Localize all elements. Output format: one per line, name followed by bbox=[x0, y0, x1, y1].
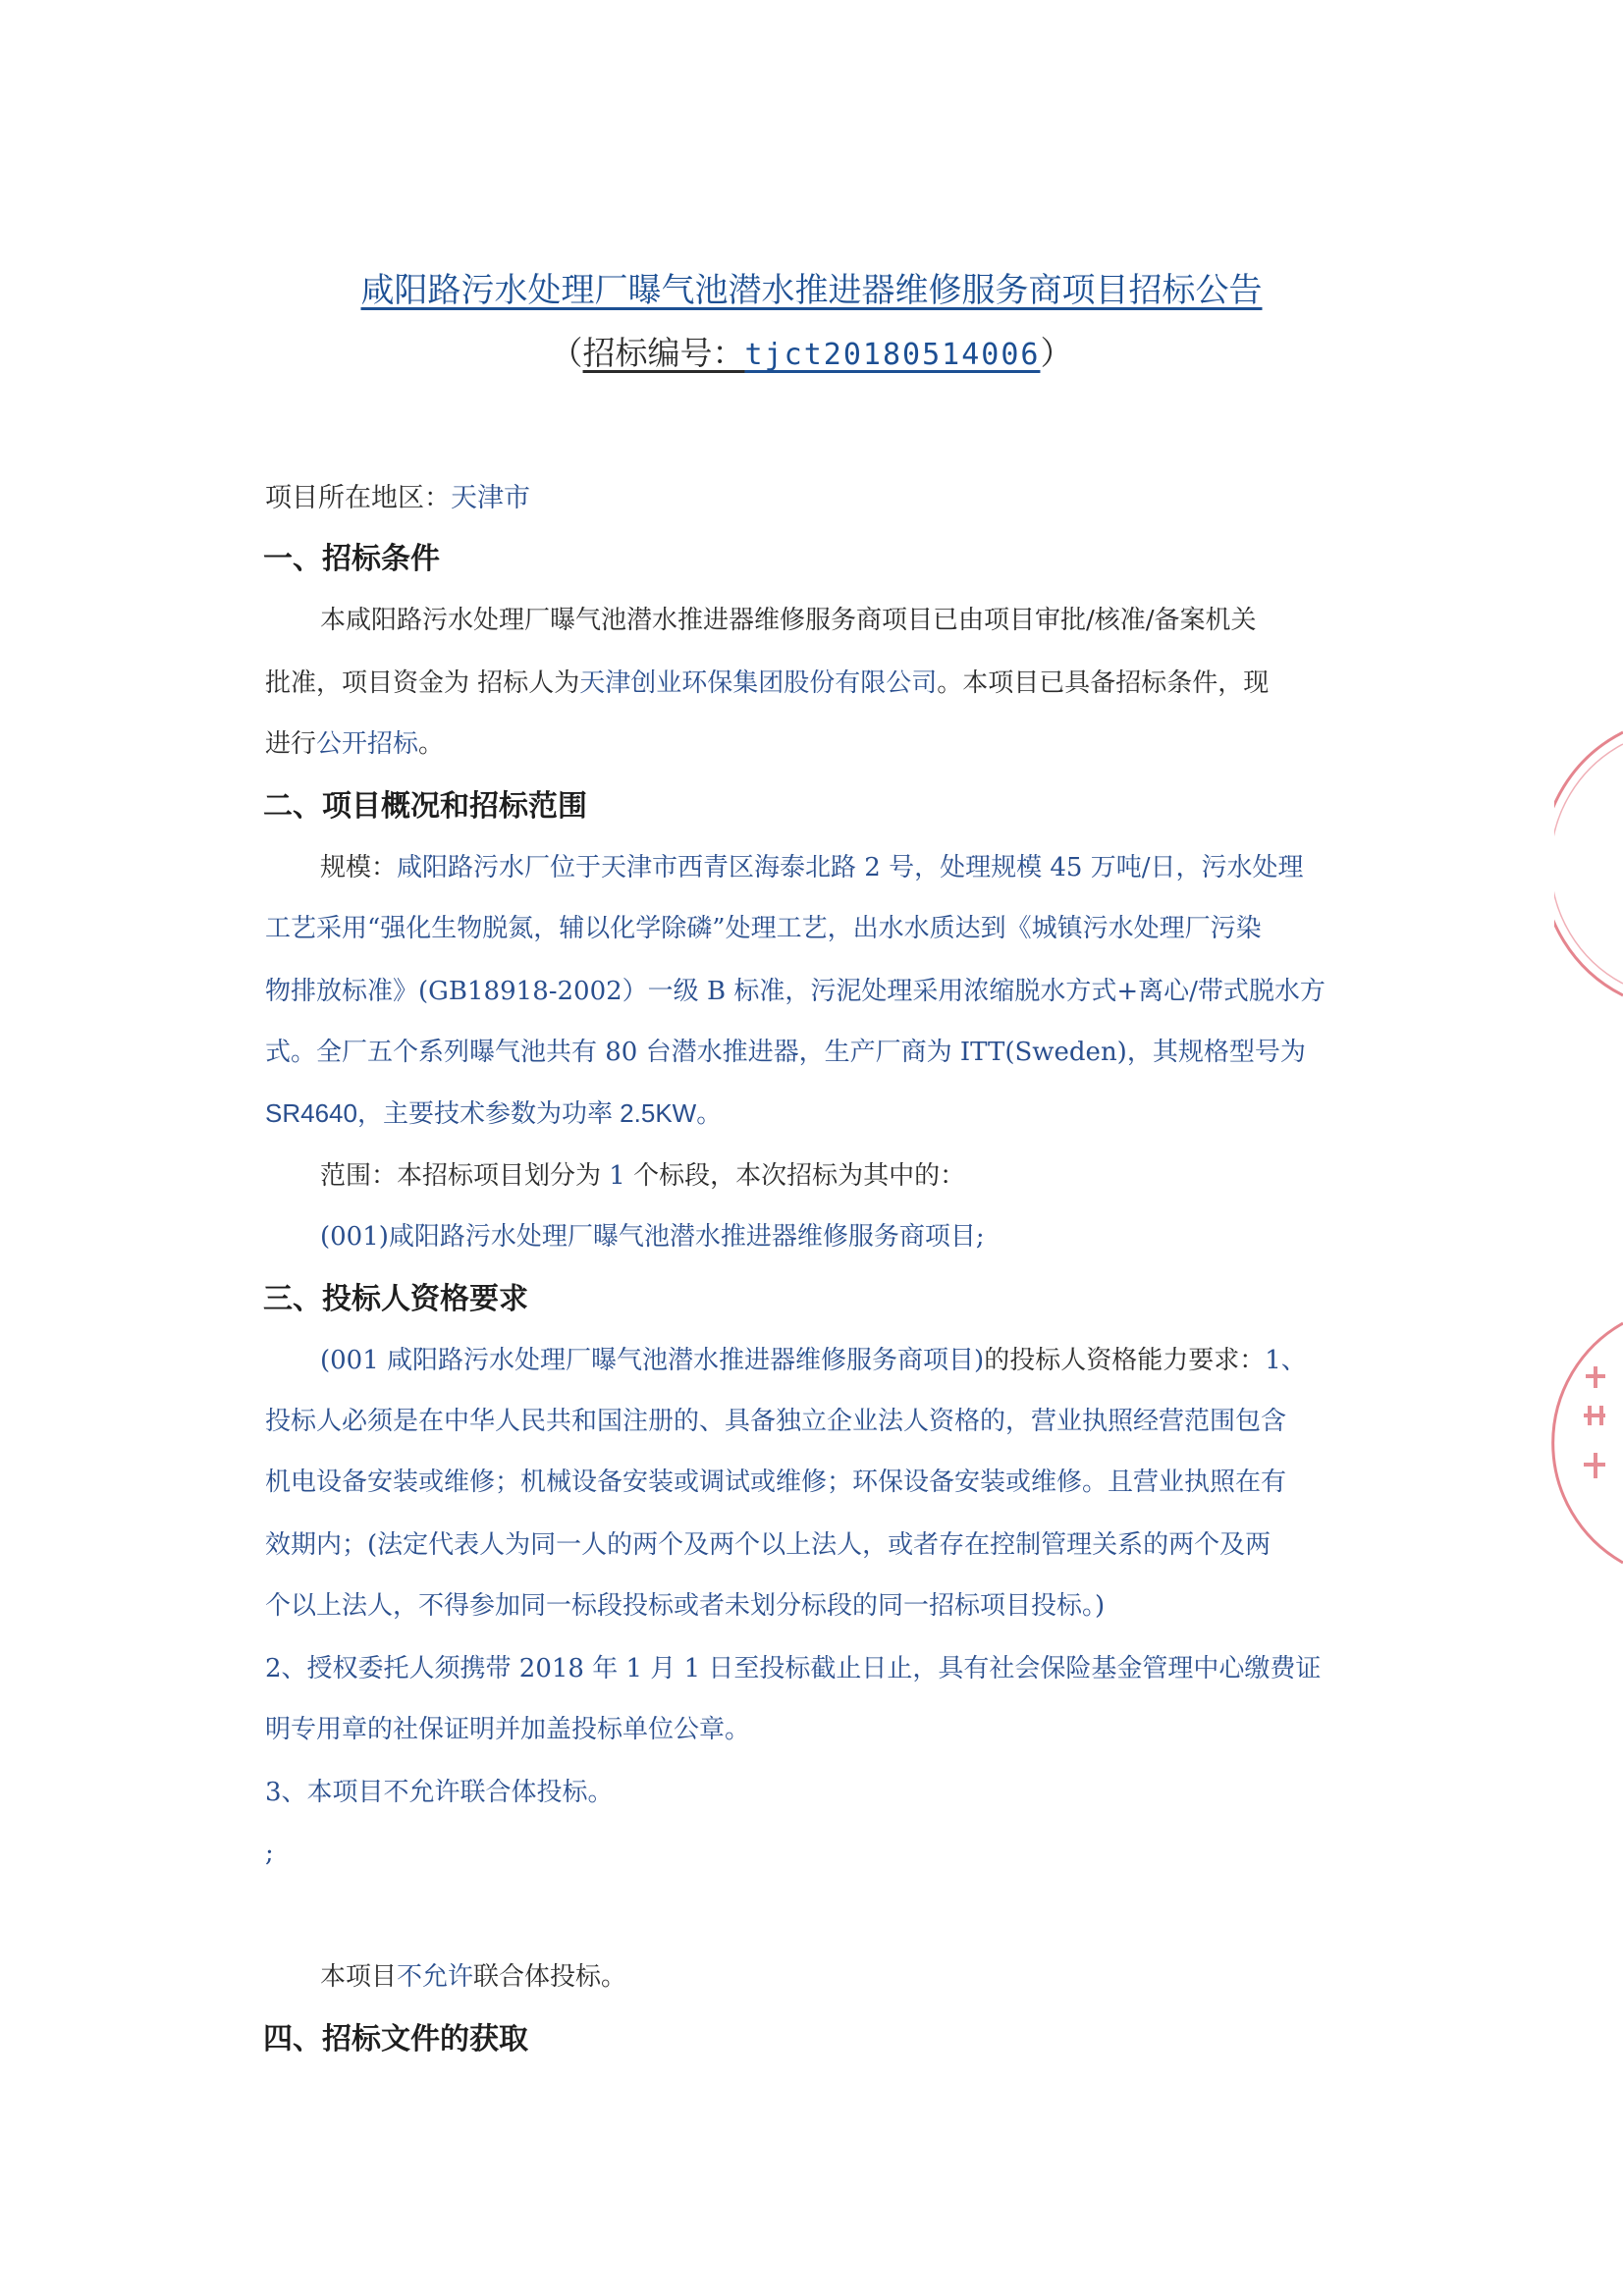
section-heading-1: 一、招标条件 bbox=[263, 542, 440, 576]
tender-number: （招标编号：tjct20180514006） bbox=[550, 334, 1073, 372]
section2-line-6: 范围：本招标项目划分为 1 个标段，本次招标为其中的： bbox=[320, 1161, 966, 1191]
section3-line-3: 机电设备安装或维修；机械设备安装或调试或维修；环保设备安装或维修。且营业执照在有 bbox=[265, 1468, 1287, 1497]
section1-line-3: 进行公开招标。 bbox=[265, 729, 445, 759]
section3-line-5: 个以上法人，不得参加同一标段投标或者未划分标段的同一招标项目投标。) bbox=[265, 1591, 1106, 1621]
section3-line-10: 本项目不允许联合体投标。 bbox=[320, 1962, 627, 1992]
section2-line-4: 式。全厂五个系列曝气池共有 80 台潜水推进器，生产厂商为 ITT(Sweden)，其规格型号为 bbox=[265, 1038, 1306, 1067]
section-heading-3: 三、投标人资格要求 bbox=[263, 1282, 528, 1316]
section2-line-5: SR4640，主要技术参数为功率 2.5KW。 bbox=[265, 1098, 723, 1128]
section3-line-9: ; bbox=[265, 1839, 274, 1868]
section2-line-2: 工艺采用“强化生物脱氮，辅以化学除磷”处理工艺，出水水质达到《城镇污水处理厂污染 bbox=[265, 914, 1262, 943]
document-title: 咸阳路污水处理厂曝气池潜水推进器维修服务商项目招标公告 bbox=[360, 271, 1263, 310]
section1-line-2: 批准，项目资金为 招标人为天津创业环保集团股份有限公司。本项目已具备招标条件，现 bbox=[265, 668, 1270, 698]
section3-line-2: 投标人必须是在中华人民共和国注册的、具备独立企业法人资格的，营业执照经营范围包含 bbox=[265, 1407, 1287, 1436]
section3-line-8: 3、本项目不允许联合体投标。 bbox=[265, 1778, 614, 1807]
section2-line-1: 规模：咸阳路污水厂位于天津市西青区海泰北路 2 号，处理规模 45 万吨/日，污水处理 bbox=[320, 853, 1304, 882]
section3-line-6: 2、授权委托人须携带 2018 年 1 月 1 日至投标截止日止，具有社会保险基金管理中心缴费证 bbox=[265, 1654, 1322, 1683]
section-heading-4: 四、招标文件的获取 bbox=[263, 2022, 528, 2056]
seal-stamp-top bbox=[1554, 726, 1623, 1001]
section-heading-2: 二、项目概况和招标范围 bbox=[263, 789, 587, 824]
seal-stamp-bottom bbox=[1544, 1315, 1623, 1571]
section3-line-7: 明专用章的社保证明并加盖投标单位公章。 bbox=[265, 1715, 751, 1744]
section1-line-1: 本咸阳路污水处理厂曝气池潜水推进器维修服务商项目已由项目审批/核准/备案机关 bbox=[320, 606, 1257, 635]
project-region: 项目所在地区：天津市 bbox=[265, 483, 530, 513]
section2-line-3: 物排放标准》(GB18918-2002）一级 B 标准，污泥处理采用浓缩脱水方式+离心/带式脱水方 bbox=[265, 977, 1325, 1006]
section3-line-4: 效期内；(法定代表人为同一人的两个及两个以上法人，或者存在控制管理关系的两个及两 bbox=[265, 1530, 1271, 1560]
section3-line-1: (001 咸阳路污水处理厂曝气池潜水推进器维修服务商项目)的投标人资格能力要求：1、 bbox=[320, 1346, 1307, 1375]
section2-line-7: (001)咸阳路污水处理厂曝气池潜水推进器维修服务商项目; bbox=[320, 1222, 985, 1252]
